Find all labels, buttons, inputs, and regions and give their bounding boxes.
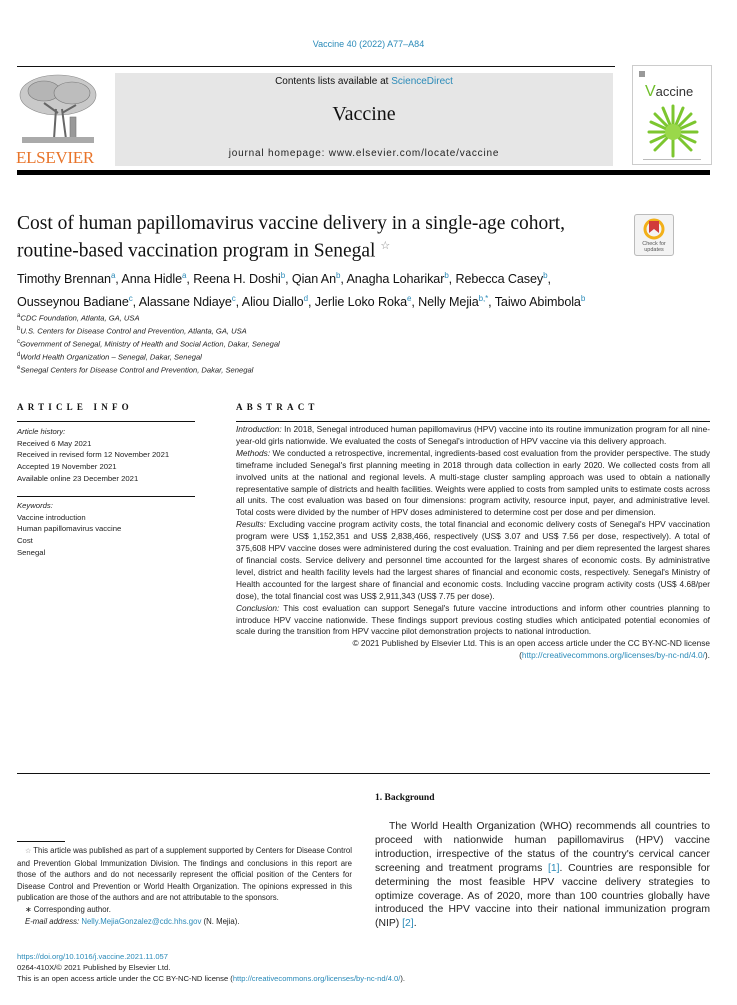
journal-citation[interactable]: Vaccine 40 (2022) A77–A84 — [312, 39, 425, 49]
abstract-conclusion: Conclusion: This cost evaluation can support Senegal's future vaccine introductions and inform other countries planning to introduce HPV vaccine nationwide. These findings support previous costing studies which anticipated potential economies of scale during the transition from HPV vaccine pilot demonstration projects to national introduction. — [236, 602, 710, 637]
author[interactable]: Jerlie Loko Roka$^e$ — [314, 294, 412, 310]
abstract-results: Results: Excluding vaccine program activity costs, the total financial and economic delivery costs of Senegal's HPV vaccination program were US$ 1,152,351 and US$ 2,838,466, respectively (US$ 3.07 and US$ 7.56 per dose, respectively). A total of 375,608 HPV vaccine doses were administered during the cost evaluation. Training and per diem represented the largest shares of financial costs. Service delivery and personnel time accounted for the largest shares of economic costs. By administrative level, district and health facility levels had the largest shares of financial and economic costs, respectively. Senegal's Ministry of Health accounted for the largest share of financial and economic costs. Including vaccine program activity costs (US$ 4.68/per dose), the total financial cost was US$ 2,911,343 (US$ 7.75 per dose). — [236, 519, 710, 601]
author[interactable]: Alassane Ndiaye$^c$ — [138, 294, 236, 310]
title-line-2-text: routine-based vaccination program in Senegal — [17, 240, 376, 262]
abstract-copyright: © 2021 Published by Elsevier Ltd. This is an open access article under the CC BY-NC-ND license (http://creativecommons.org/licenses/by-nc-nd/4.0/). — [352, 638, 710, 661]
check-updates-icon — [635, 215, 673, 255]
keyword: Human papillomavirus vaccine — [17, 524, 122, 534]
author[interactable]: Reena H. Doshi$^b$ — [193, 271, 286, 287]
affiliation: $^b$U.S. Centers for Disease Control and Prevention, Atlanta, GA, USA — [17, 325, 247, 336]
doi-link[interactable]: https://doi.org/10.1016/j.vaccine.2021.11.057 — [17, 952, 168, 961]
issn-line: 0264-410X/© 2021 Published by Elsevier Ltd. — [17, 963, 171, 973]
title-line-1: Cost of human papillomavirus vaccine delivery in a single-age cohort, — [17, 213, 566, 234]
email-link[interactable]: Nelly.MejiaGonzalez@cdc.hhs.gov — [81, 916, 202, 926]
background-heading: 1. Background — [375, 793, 435, 803]
abstract-heading: ABSTRACT — [236, 402, 319, 412]
affiliation: $^d$World Health Organization – Senegal, Dakar, Senegal — [17, 351, 202, 362]
author-list: Timothy Brennan$^a$, Anna Hidle$^a$, Reena H. Doshi$^b$, Qian An$^b$, Anagha Loharikar$^b$, Rebecca Casey$^b$, Ousseynou Badiane$^c$, Alassane Ndiaye$^c$, Aliou Diallo$^d$, Jerlie Loko Roka$^e$, Nelly Mejia$^{b,*}$, Taiwo Abimbola$^b$ — [17, 271, 586, 310]
author[interactable]: Ousseynou Badiane$^c$ — [17, 294, 133, 310]
abstract-body — [236, 424, 710, 662]
keyword: Cost — [17, 536, 33, 546]
vaccine-cover-icon — [633, 66, 711, 164]
reference-2-link[interactable]: [2] — [402, 918, 414, 930]
divider — [236, 421, 710, 422]
keyword: Vaccine introduction — [17, 512, 86, 522]
journal-header-box — [115, 73, 613, 166]
svg-text:Vaccine: Vaccine — [645, 83, 694, 100]
svg-text:updates: updates — [644, 247, 664, 253]
contents-line — [115, 76, 613, 87]
keyword: Senegal — [17, 547, 46, 557]
journal-homepage[interactable]: journal homepage: www.elsevier.com/locate/vaccine — [228, 148, 500, 159]
check-for-updates-button[interactable] — [634, 214, 674, 256]
affiliation: $^c$Government of Senegal, Ministry of Health and Social Action, Dakar, Senegal — [17, 338, 280, 349]
affiliation: $^a$CDC Foundation, Atlanta, GA, USA — [17, 313, 140, 323]
article-history — [17, 426, 217, 485]
affiliations-list — [17, 311, 417, 376]
footnote-star: ☆ This article was published as part of a supplement supported by Centers for Disease Control and Prevention Global Immunization Division. The findings and conclusions in this report are those of the authors and do not necessarily represent the official position of the Centers for Disease Control and Prevention or World Health Organization. The opinions expressed in this publication are those of the authors and are not attributable to the sponsors. — [17, 846, 352, 903]
contents-prefix: Contents lists available at — [275, 76, 392, 87]
history-item: Received 6 May 2021 — [17, 438, 92, 448]
sciencedirect-link[interactable]: ScienceDirect — [391, 76, 453, 87]
header-thick-rule — [17, 170, 710, 175]
footnote-rule — [17, 841, 65, 842]
divider — [17, 496, 195, 497]
title-footnote-star[interactable]: ☆ — [380, 240, 391, 252]
author[interactable]: Aliou Diallo$^d$ — [241, 294, 308, 310]
license-line: This is an open access article under the CC BY-NC-ND license (http://creativecommons.org/licenses/by-nc-nd/4.0/). — [17, 974, 406, 984]
author[interactable]: Qian An$^b$ — [291, 271, 341, 287]
keywords-label: Keywords: — [17, 501, 53, 510]
footnote-corresponding: ∗ Corresponding author. — [25, 904, 111, 914]
article-info-heading: ARTICLE INFO — [17, 402, 133, 412]
reference-1-link[interactable]: [1] — [547, 862, 560, 874]
tree-icon — [14, 73, 100, 145]
license-link[interactable]: http://creativecommons.org/licenses/by-nc-nd/4.0/ — [521, 650, 705, 661]
author[interactable]: Timothy Brennan$^a$ — [17, 271, 116, 287]
author-corresponding[interactable]: Nelly Mejia$^{b,*}$ — [418, 294, 489, 310]
history-item: Accepted 19 November 2021 — [17, 462, 117, 472]
page-footer — [17, 951, 717, 985]
footer-license-link[interactable]: http://creativecommons.org/licenses/by-nc-nd/4.0/ — [232, 974, 401, 984]
svg-text:Check for: Check for — [642, 241, 666, 247]
header-rule — [17, 66, 615, 67]
elsevier-wordmark: ELSEVIER — [16, 148, 94, 167]
title-line-2 — [17, 235, 617, 263]
abstract-methods: Methods: We conducted a retrospective, incremental, ingredients-based cost evaluation from the provider perspective. The study timeframe included Senegal's first planning meeting in 2018 through data collection in early 2020. We collected costs from all involved units at the national and regional levels. A multi-stage cluster sampling approach was used to obtain a nationally representative sample of districts and health facilities. Weights were applied to costs from sampled units to estimate costs across all units. The cost evaluation was based on four dimensions: program activity, resource input, payer, and administrative level. Total costs were divided by the number of HPV doses administered to determine cost per dose and per dimension. — [236, 447, 710, 518]
section-rule — [17, 773, 710, 774]
author[interactable]: Rebecca Casey$^b$ — [455, 271, 548, 287]
journal-name: Vaccine — [332, 103, 396, 125]
divider — [17, 421, 195, 422]
affiliation: $^e$Senegal Centers for Disease Control and Prevention, Dakar, Senegal — [17, 364, 254, 375]
footnotes — [17, 845, 352, 927]
background-paragraph: The World Health Organization (WHO) recommends all countries to proceed with nationwide human papillomavirus (HPV) vaccine introduction, irrespective of the status of the country's cervical cancer screening and treatment programs [1]. Countries are responsible for determining the most feasible HPV vaccine delivery strategies to optimize coverage. As of 2020, more than 100 countries globally have introduced the HPV vaccine into their national immunization program (NIP) [2]. — [375, 821, 710, 930]
history-label: Article history: — [17, 427, 66, 436]
article-title — [17, 212, 617, 263]
journal-cover[interactable] — [632, 65, 712, 165]
footnote-email: E-mail address: Nelly.MejiaGonzalez@cdc.hhs.gov (N. Mejia). — [25, 916, 240, 926]
history-item: Received in revised form 12 November 2021 — [17, 450, 170, 460]
keywords — [17, 500, 217, 559]
author[interactable]: Anna Hidle$^a$ — [121, 271, 187, 287]
abstract-introduction: Introduction: In 2018, Senegal introduced human papillomavirus (HPV) vaccine into its routine immunization program for all nine-year-old girls nationwide. We evaluated the costs of Senegal's introduction of HPV vaccine via this delivery approach. — [236, 424, 710, 446]
author[interactable]: Taiwo Abimbola$^b$ — [494, 294, 586, 310]
author[interactable]: Anagha Loharikar$^b$ — [346, 271, 449, 287]
history-item: Available online 23 December 2021 — [17, 473, 139, 483]
